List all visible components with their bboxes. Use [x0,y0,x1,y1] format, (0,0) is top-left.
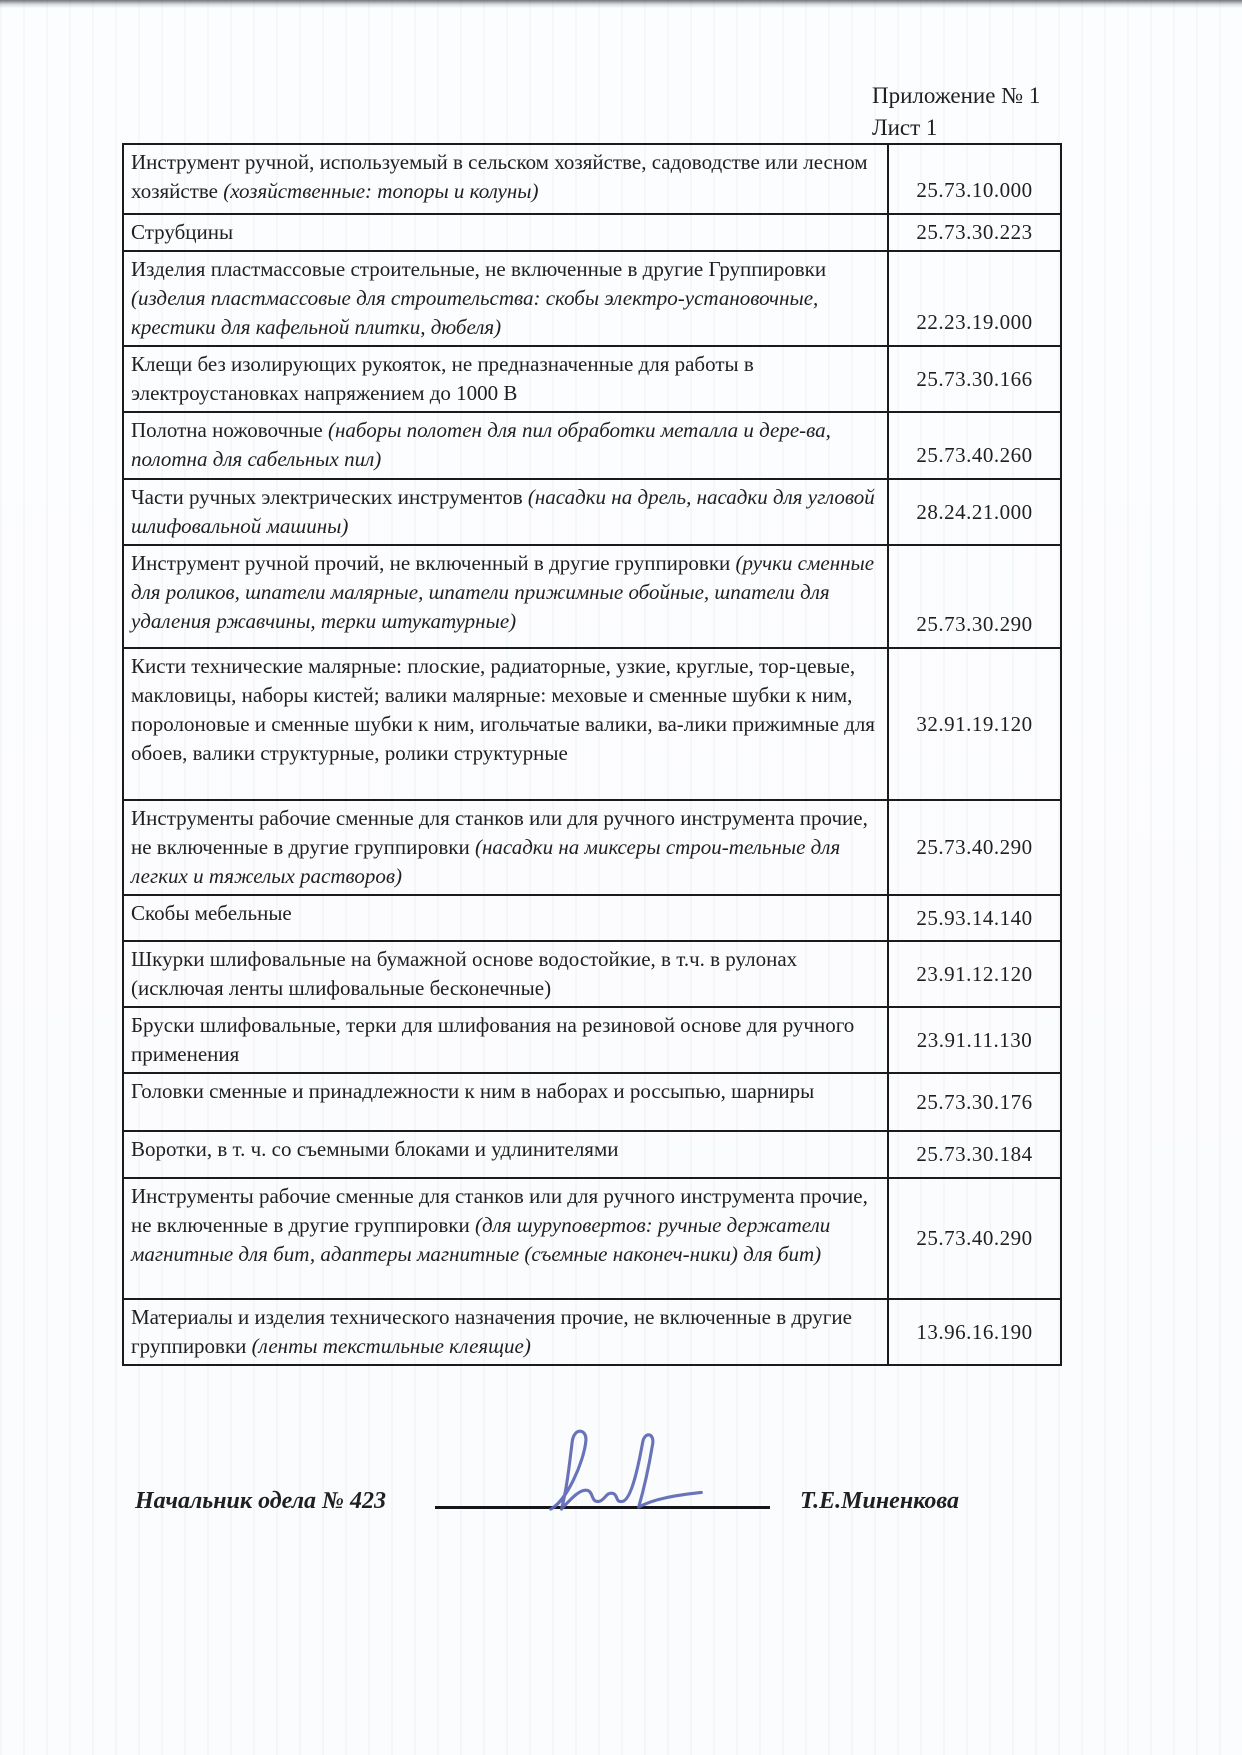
table-row [123,346,1061,412]
item-description-cell [123,1299,888,1365]
table-row [123,251,1061,346]
classification-table [122,143,1062,1366]
item-description-cell [123,251,888,346]
appendix-label: Приложение № 1 [872,83,1041,108]
signer-title: Начальник одела № 423 [135,1488,386,1514]
item-code-cell [888,895,1061,941]
scan-artifact-top-edge [0,0,1242,8]
item-description-note: (изделия пластмассовые для строительства: скобы электро-установочные, крестики для кафельной плитки, дюбеля) [131,286,819,339]
item-description-cell [123,1007,888,1073]
item-description-cell [123,346,888,412]
item-description-cell [123,1178,888,1299]
item-description: Инструмент ручной, используемый в сельском хозяйстве, садоводстве или лесном хозяйстве [131,150,868,203]
item-description-cell [123,144,888,214]
sheet-label: Лист 1 [872,115,938,140]
item-code-cell [888,800,1061,895]
okpd-code: 25.73.40.290 [916,835,1033,859]
table-row [123,412,1061,479]
item-code-cell [888,648,1061,800]
okpd-code: 32.91.19.120 [916,711,1033,736]
okpd-code: 13.96.16.190 [916,1319,1033,1344]
table-row [123,1178,1061,1299]
handwritten-signature-icon [543,1425,708,1513]
item-description: Скобы мебельные [131,901,292,925]
item-code-cell [888,941,1061,1007]
okpd-code: 25.93.14.140 [916,905,1033,930]
table-row [123,214,1061,251]
okpd-code: 25.73.40.290 [916,1226,1033,1250]
item-description: Воротки, в т. ч. со съемными блоками и удлинителями [131,1137,619,1161]
item-description-cell [123,545,888,648]
table-row [123,648,1061,800]
item-description-cell [123,214,888,251]
table-row [123,895,1061,941]
item-code-cell [888,1073,1061,1131]
item-description: Материалы и изделия технического назначения прочие, не включенные в другие группировки [131,1305,852,1358]
item-description-note: (наборы полотен для пил обработки металла и дере-ва, полотна для сабельных пил) [131,418,831,471]
table-row [123,545,1061,648]
item-code-cell [888,1007,1061,1073]
table-row [123,941,1061,1007]
okpd-code: 25.73.30.184 [916,1142,1033,1166]
item-description-cell [123,895,888,941]
table-row [123,800,1061,895]
item-description-cell [123,941,888,1007]
okpd-code: 28.24.21.000 [916,499,1033,524]
item-code-cell [888,1299,1061,1365]
item-description-cell [123,648,888,800]
item-description-note: (для шуруповертов: ручные держатели магнитные для бит, адаптеры магнитные (съемные наконеч-ники) для бит) [131,1213,831,1266]
table-row [123,1299,1061,1365]
item-code-cell [888,1178,1061,1299]
okpd-code: 25.73.30.223 [916,220,1033,244]
okpd-code: 23.91.11.130 [916,1027,1033,1052]
okpd-code: 25.73.30.176 [916,1089,1033,1114]
item-code-cell [888,346,1061,412]
item-code-cell [888,412,1061,479]
okpd-code: 25.73.40.260 [916,443,1033,467]
table-row [123,1131,1061,1178]
item-description: Клещи без изолирующих рукояток, не предназначенные для работы в электроустановках напряжением до 1000 В [131,352,754,405]
table-row [123,479,1061,545]
table-row [123,1007,1061,1073]
item-description: Полотна ножовочные [131,418,328,442]
item-description: Инструмент ручной прочий, не включенный в другие группировки [131,551,736,575]
okpd-code: 23.91.12.120 [916,961,1033,986]
item-description-note: (ручки сменные для роликов, шпатели малярные, шпатели прижимные обойные, шпатели для удаления ржавчины, терки штукатурные) [131,551,875,633]
item-description: Части ручных электрических инструментов [131,485,528,509]
item-code-cell [888,479,1061,545]
item-description: Бруски шлифовальные, терки для шлифования на резиновой основе для ручного применения [131,1013,855,1066]
item-description: Кисти технические малярные: плоские, радиаторные, узкие, круглые, тор-цевые, макловицы, наборы кистей; валики малярные: меховые и сменные шубки к ним, поролоновые и сменные шубки к ним, игольчатые валики, ва-лики прижимные для обоев, валики структурные, ролики структурные [131,654,875,765]
item-code-cell [888,251,1061,346]
item-description: Инструменты рабочие сменные для станков или для ручного инструмента прочие, не включенные в другие группировки [131,1184,868,1237]
signature-block [135,1435,1035,1525]
item-code-cell [888,214,1061,251]
document-header [872,80,1040,144]
item-description-note: (насадки на миксеры строи-тельные для легких и тяжелых растворов) [131,835,841,888]
item-description: Головки сменные и принадлежности к ним в наборах и россыпью, шарниры [131,1079,815,1103]
item-code-cell [888,545,1061,648]
item-description-cell [123,479,888,545]
item-description-cell [123,1131,888,1178]
item-description: Струбцины [131,220,234,244]
item-code-cell [888,144,1061,214]
item-description-note: (хозяйственные: топоры и колуны) [223,179,539,203]
item-description: Изделия пластмассовые строительные, не включенные в другие Группировки [131,257,827,281]
item-description-note: (ленты текстильные клеящие) [251,1334,531,1358]
item-description-cell [123,1073,888,1131]
table-row [123,144,1061,214]
item-description: Шкурки шлифовальные на бумажной основе водостойкие, в т.ч. в рулонах (исключая ленты шлифовальные бесконечные) [131,947,798,1000]
okpd-code: 25.73.10.000 [916,178,1033,202]
table-row [123,1073,1061,1131]
okpd-code: 22.23.19.000 [916,310,1033,334]
okpd-code: 25.73.30.290 [916,612,1033,636]
item-description-cell [123,800,888,895]
item-description-note: (насадки на дрель, насадки для угловой шлифовальной машины) [131,485,875,538]
item-description-cell [123,412,888,479]
item-code-cell [888,1131,1061,1178]
item-description: Инструменты рабочие сменные для станков или для ручного инструмента прочие, не включенные в другие группировки [131,806,868,859]
signer-name: Т.Е.Миненкова [800,1488,959,1514]
okpd-code: 25.73.30.166 [916,366,1033,391]
